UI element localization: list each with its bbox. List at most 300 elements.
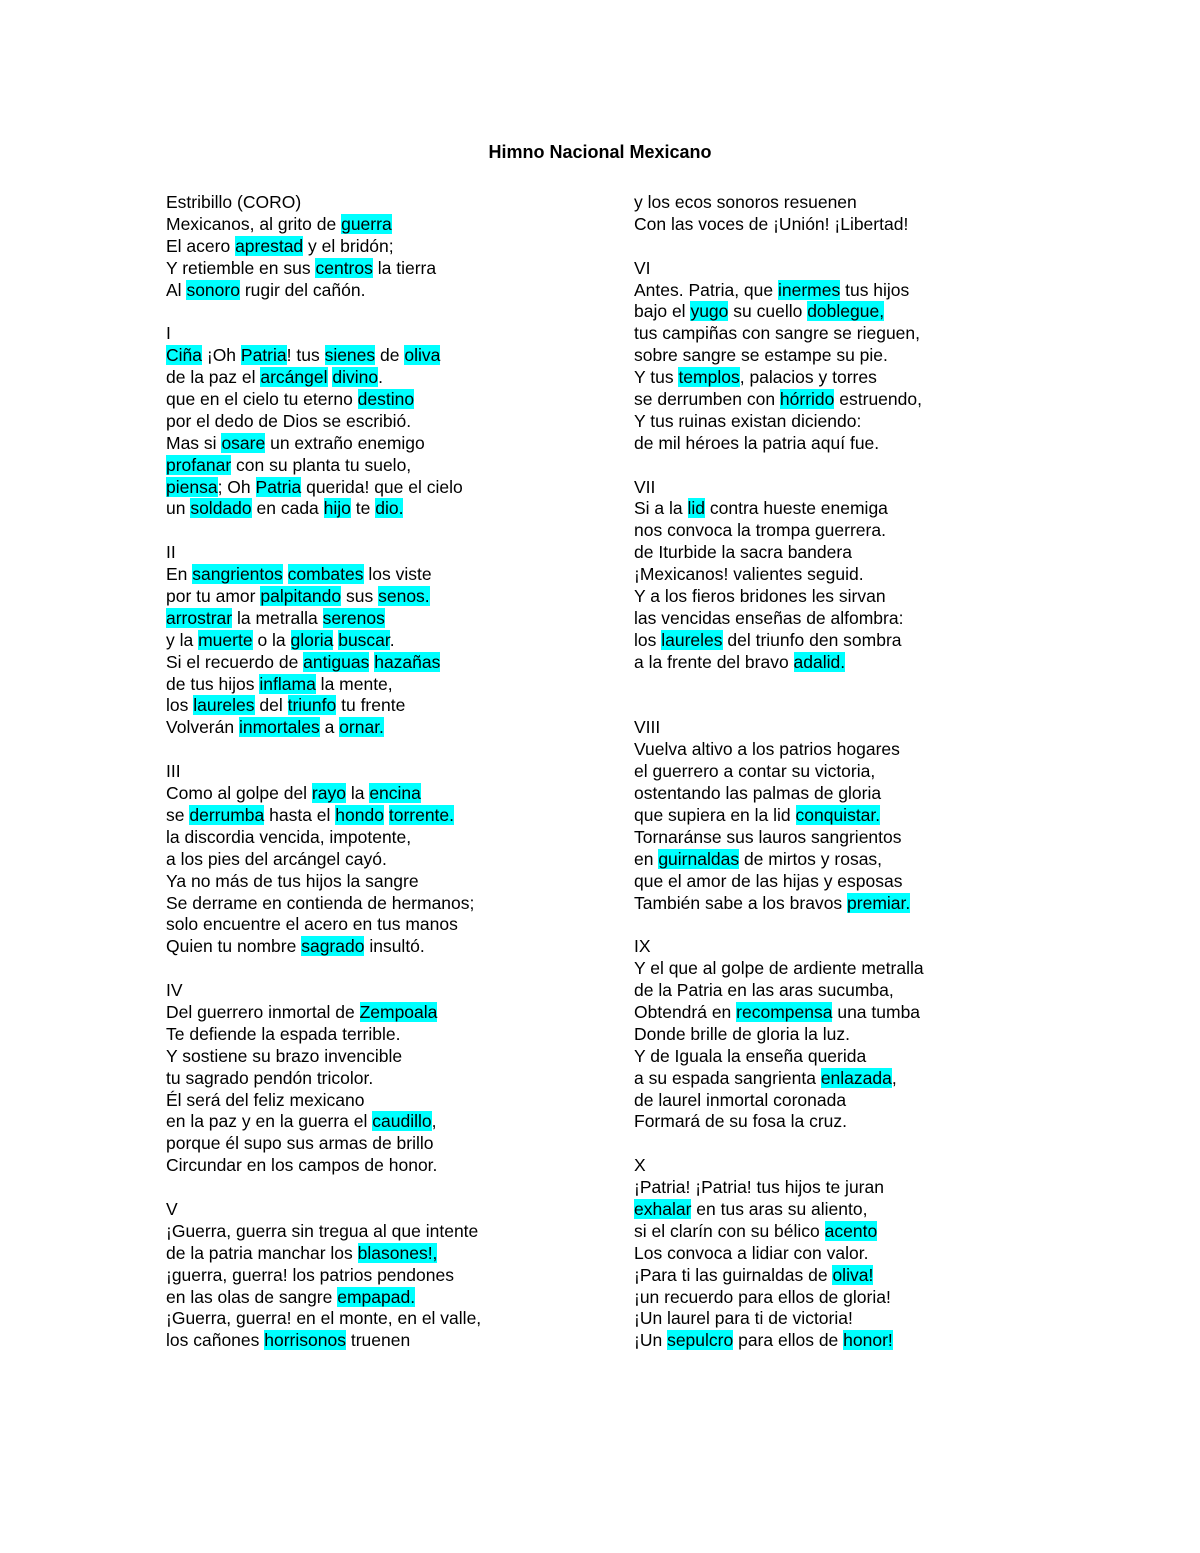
verse-text: que supiera en la lid <box>634 804 796 825</box>
stanza <box>166 323 586 520</box>
stanza-gap <box>166 958 586 980</box>
verse-text: Y retiemble en sus <box>166 257 316 278</box>
verse-text: con su planta tu suelo, <box>231 454 412 475</box>
verse-line <box>166 871 586 893</box>
verse-text: su cuello <box>728 301 808 322</box>
stanza-heading <box>166 323 586 345</box>
highlighted-word: Patria <box>240 345 287 366</box>
stanza-heading <box>166 542 586 564</box>
verse-text: ¡Para ti las guirnaldas de <box>634 1264 833 1285</box>
stanza <box>634 258 1054 455</box>
verse-line <box>634 301 1054 323</box>
verse-text: Donde brille de gloria la luz. <box>634 1023 850 1044</box>
verse-text: sobre sangre se estampe su pie. <box>634 345 888 366</box>
verse-line <box>634 871 1054 893</box>
verse-line <box>166 893 586 915</box>
highlighted-word: dio. <box>375 498 404 519</box>
verse-text: También sabe a los bravos <box>634 892 848 913</box>
highlighted-word: adalid. <box>793 651 846 672</box>
verse-text: y el bridón; <box>303 235 394 256</box>
verse-text: sus <box>341 586 379 607</box>
verse-line <box>166 1221 586 1243</box>
highlighted-word: yugo <box>690 301 729 322</box>
highlighted-word: arrostrar <box>166 607 233 628</box>
verse-line <box>166 1287 586 1309</box>
verse-text: en la paz y en la guerra el <box>166 1111 373 1132</box>
verse-text: ¡Guerra, guerra! en el monte, en el valle, <box>166 1308 482 1329</box>
highlighted-word: gloria <box>290 629 334 650</box>
verse-text: VII <box>634 476 656 497</box>
verse-text: Los convoca a lidiar con valor. <box>634 1242 869 1263</box>
verse-text: a <box>319 717 340 738</box>
highlighted-word: sonoro <box>186 279 240 300</box>
verse-text: tu sagrado pendón tricolor. <box>166 1067 374 1088</box>
highlighted-word: honor! <box>843 1330 893 1351</box>
highlighted-word: divino <box>332 367 379 388</box>
verse-line <box>634 411 1054 433</box>
verse-text: nos convoca la trompa guerrera. <box>634 520 886 541</box>
verse-text: Formará de su fosa la cruz. <box>634 1111 847 1132</box>
verse-line <box>166 914 586 936</box>
verse-text: un <box>166 498 191 519</box>
verse-line <box>166 214 586 236</box>
verse-line <box>166 433 586 455</box>
highlighted-word: triunfo <box>287 695 337 716</box>
highlighted-word: hondo <box>335 804 384 825</box>
stanza-gap <box>166 520 586 542</box>
verse-text: del <box>254 695 288 716</box>
verse-line <box>166 586 586 608</box>
verse-line <box>166 564 586 586</box>
highlighted-word: arcángel <box>260 367 328 388</box>
verse-text: ¡Patria! ¡Patria! tus hijos te juran <box>634 1177 884 1198</box>
highlighted-word: soldado <box>190 498 252 519</box>
verse-text: El acero <box>166 235 236 256</box>
verse-text: Y sostiene su brazo invencible <box>166 1045 403 1066</box>
highlighted-word: osare <box>221 432 266 453</box>
verse-text: En <box>166 564 193 585</box>
highlighted-word: sepulcro <box>667 1330 734 1351</box>
highlighted-word: senos. <box>378 586 430 607</box>
verse-text: Tornaránse sus lauros sangrientos <box>634 826 902 847</box>
verse-line <box>166 455 586 477</box>
stanza <box>166 980 586 1177</box>
verse-text: Obtendrá en <box>634 1001 737 1022</box>
highlighted-word: destino <box>357 389 415 410</box>
verse-line <box>634 433 1054 455</box>
verse-line <box>166 805 586 827</box>
verse-text: Antes. Patria, que <box>634 279 778 300</box>
verse-text: una tumba <box>832 1001 921 1022</box>
highlighted-word: encina <box>369 783 421 804</box>
verse-line <box>634 1068 1054 1090</box>
verse-text: , <box>891 1067 897 1088</box>
verse-text: contra hueste enemiga <box>705 498 888 519</box>
highlighted-word: Ciña <box>166 345 202 366</box>
verse-line <box>634 1199 1054 1221</box>
verse-line <box>166 345 586 367</box>
highlighted-word: sagrado <box>301 936 365 957</box>
highlighted-word: doblegue, <box>807 301 885 322</box>
verse-text: de la paz el <box>166 367 261 388</box>
highlighted-word: palpitando <box>260 586 342 607</box>
highlighted-word: centros <box>315 257 373 278</box>
verse-text: que en el cielo tu eterno <box>166 389 358 410</box>
verse-line <box>166 1330 586 1352</box>
verse-text: los viste <box>363 564 432 585</box>
highlighted-word: buscar <box>338 629 390 650</box>
verse-text: los cañones <box>166 1330 265 1351</box>
verse-line <box>166 236 586 258</box>
highlighted-word: inmortales <box>238 717 320 738</box>
verse-line <box>634 1243 1054 1265</box>
highlighted-word: rayo <box>311 783 346 804</box>
verse-text: truenen <box>345 1330 411 1351</box>
verse-text: la metralla <box>232 607 323 628</box>
highlighted-word: torrente. <box>388 804 455 825</box>
verse-text: . <box>378 367 383 388</box>
stanza-heading <box>166 761 586 783</box>
verse-line <box>166 695 586 717</box>
highlighted-word: enlazada <box>820 1067 892 1088</box>
verse-line <box>634 586 1054 608</box>
highlighted-word: sienes <box>324 345 376 366</box>
highlighted-word: hijo <box>323 498 351 519</box>
verse-text: ¡un recuerdo para ellos de gloria! <box>634 1286 891 1307</box>
stanza-gap <box>634 674 1054 718</box>
verse-text: Quien tu nombre <box>166 936 302 957</box>
verse-text: Con las voces de ¡Unión! ¡Libertad! <box>634 213 909 234</box>
stanza-heading <box>634 936 1054 958</box>
verse-text: solo encuentre el acero en tus manos <box>166 914 458 935</box>
verse-line <box>166 936 586 958</box>
verse-text: de mil héroes la patria aquí fue. <box>634 432 880 453</box>
verse-text: Él será del feliz mexicano <box>166 1089 365 1110</box>
verse-text: ¡Un <box>634 1330 668 1351</box>
verse-text: te <box>350 498 376 519</box>
verse-text: si el clarín con su bélico <box>634 1220 825 1241</box>
verse-text: II <box>166 542 176 563</box>
verse-line <box>634 893 1054 915</box>
stanza <box>166 761 586 958</box>
verse-line <box>634 1221 1054 1243</box>
verse-text: IV <box>166 980 183 1001</box>
verse-line <box>634 608 1054 630</box>
verse-line <box>166 630 586 652</box>
verse-line <box>166 367 586 389</box>
verse-text: Ya no más de tus hijos la sangre <box>166 870 419 891</box>
verse-line <box>634 1177 1054 1199</box>
verse-text: por el dedo de Dios se escribió. <box>166 410 412 431</box>
verse-text: las vencidas enseñas de alfombra: <box>634 607 904 628</box>
verse-text: Y a los fieros bridones les sirvan <box>634 586 886 607</box>
verse-line <box>166 1308 586 1330</box>
verse-text: V <box>166 1198 178 1219</box>
verse-line <box>634 389 1054 411</box>
verse-line <box>166 1243 586 1265</box>
highlighted-word: recompensa <box>736 1001 833 1022</box>
stanza-gap <box>634 455 1054 477</box>
verse-line <box>634 739 1054 761</box>
verse-text: insultó. <box>364 936 425 957</box>
verse-text: Volverán <box>166 717 239 738</box>
highlighted-word: aprestad <box>235 235 304 256</box>
verse-text: Como al golpe del <box>166 783 312 804</box>
highlighted-word: oliva! <box>832 1264 874 1285</box>
verse-line <box>634 498 1054 520</box>
verse-text: . <box>389 629 395 650</box>
verse-text: se derrumben con <box>634 389 780 410</box>
verse-line <box>166 411 586 433</box>
verse-text: VIII <box>634 717 661 738</box>
highlighted-word: conquistar. <box>795 804 881 825</box>
verse-line <box>166 783 586 805</box>
verse-text: los <box>166 695 194 716</box>
verse-text: Te defiende la espada terrible. <box>166 1023 401 1044</box>
verse-line <box>166 1155 586 1177</box>
verse-line <box>634 805 1054 827</box>
highlighted-word: serenos <box>322 607 385 628</box>
verse-line <box>634 1002 1054 1024</box>
verse-line <box>634 367 1054 389</box>
verse-line <box>166 280 586 302</box>
verse-line <box>166 389 586 411</box>
verse-line <box>166 1265 586 1287</box>
verse-text: en cada <box>251 498 324 519</box>
verse-text: por tu amor <box>166 586 261 607</box>
verse-text: ¡Mexicanos! valientes seguid. <box>634 564 864 585</box>
stanza-heading <box>166 1199 586 1221</box>
highlighted-word: horrisonos <box>264 1330 346 1351</box>
verse-line <box>634 761 1054 783</box>
verse-line <box>166 477 586 499</box>
highlighted-word: laureles <box>661 629 723 650</box>
highlighted-word: premiar. <box>847 892 911 913</box>
verse-text: los <box>634 629 662 650</box>
stanza <box>634 477 1054 674</box>
verse-text: que el amor de las hijas y esposas <box>634 870 903 891</box>
verse-line <box>166 1133 586 1155</box>
verse-text: IX <box>634 936 651 957</box>
verse-text: Y el que al golpe de ardiente metralla <box>634 958 924 979</box>
verse-line <box>166 827 586 849</box>
verse-text: Se derrame en contienda de hermanos; <box>166 892 475 913</box>
verse-text: , <box>431 1111 437 1132</box>
stanza-gap <box>634 914 1054 936</box>
highlighted-word: templos <box>678 367 740 388</box>
verse-text: del triunfo den sombra <box>722 629 902 650</box>
verse-text: en tus aras su aliento, <box>691 1198 868 1219</box>
verse-line <box>634 564 1054 586</box>
verse-line <box>166 674 586 696</box>
verse-line <box>634 1287 1054 1309</box>
left-column <box>166 192 586 1352</box>
stanza <box>166 542 586 739</box>
stanza <box>166 192 586 301</box>
verse-text: y la <box>166 629 199 650</box>
verse-text: de mirtos y rosas, <box>739 848 883 869</box>
verse-text: para ellos de <box>733 1330 844 1351</box>
verse-line <box>634 1265 1054 1287</box>
verse-line <box>634 652 1054 674</box>
verse-text: de <box>375 345 405 366</box>
verse-text: Circundar en los campos de honor. <box>166 1155 438 1176</box>
verse-text <box>283 564 288 584</box>
verse-line <box>166 498 586 520</box>
verse-text: querida! que el cielo <box>301 476 463 497</box>
verse-line <box>166 1068 586 1090</box>
verse-text: en las olas de sangre <box>166 1286 338 1307</box>
highlighted-word: inflama <box>259 673 316 694</box>
verse-text: VI <box>634 257 651 278</box>
verse-text: ostentando las palmas de gloria <box>634 783 882 804</box>
stanza-heading <box>166 192 586 214</box>
verse-line <box>634 323 1054 345</box>
stanza <box>634 717 1054 914</box>
verse-line <box>634 1046 1054 1068</box>
verse-line <box>634 1308 1054 1330</box>
stanza <box>634 936 1054 1133</box>
verse-text: ¡guerra, guerra! los patrios pendones <box>166 1264 454 1285</box>
highlighted-word: blasones!, <box>357 1242 438 1263</box>
page-title: Himno Nacional Mexicano <box>488 142 712 162</box>
verse-line <box>634 345 1054 367</box>
verse-text: Vuelva altivo a los patrios hogares <box>634 739 900 760</box>
stanza <box>634 1155 1054 1352</box>
verse-text: bajo el <box>634 301 691 322</box>
verse-line <box>634 1330 1054 1352</box>
verse-text: hasta el <box>264 804 336 825</box>
verse-line <box>634 630 1054 652</box>
stanza-heading <box>166 980 586 1002</box>
verse-line <box>166 1090 586 1112</box>
verse-text: III <box>166 761 181 782</box>
stanza-heading <box>634 258 1054 280</box>
stanza-gap <box>166 301 586 323</box>
verse-line <box>634 280 1054 302</box>
highlighted-word: inermes <box>777 279 841 300</box>
verse-text: de laurel inmortal coronada <box>634 1089 847 1110</box>
verse-line <box>634 1024 1054 1046</box>
verse-text: la <box>345 783 370 804</box>
verse-text: ¡Guerra, guerra sin tregua al que intente <box>166 1220 479 1241</box>
verse-text: ¡Un laurel para ti de victoria! <box>634 1308 853 1329</box>
highlighted-word: ornar. <box>339 717 384 738</box>
verse-line <box>166 608 586 630</box>
verse-text: de la Patria en las aras sucumba, <box>634 980 894 1001</box>
stanza-heading <box>634 477 1054 499</box>
verse-text: ! tus <box>286 345 325 366</box>
verse-line <box>166 717 586 739</box>
verse-text: la tierra <box>372 257 437 278</box>
verse-line <box>634 827 1054 849</box>
highlighted-word: combates <box>287 564 364 585</box>
verse-line <box>634 958 1054 980</box>
verse-text: Mexicanos, al grito de <box>166 213 342 234</box>
verse-line <box>634 1111 1054 1133</box>
highlighted-word: laureles <box>193 695 255 716</box>
verse-line <box>634 980 1054 1002</box>
highlighted-word: exhalar <box>634 1198 692 1219</box>
highlighted-word: oliva <box>404 345 441 366</box>
verse-line <box>166 1002 586 1024</box>
verse-text: la mente, <box>315 673 393 694</box>
verse-line <box>634 214 1054 236</box>
verse-line <box>634 783 1054 805</box>
verse-text: se <box>166 804 190 825</box>
verse-text: un extraño enemigo <box>265 432 425 453</box>
stanza <box>634 192 1054 236</box>
verse-text: de tus hijos <box>166 673 260 694</box>
highlighted-word: Patria <box>255 476 302 497</box>
verse-line <box>634 849 1054 871</box>
verse-line <box>634 1090 1054 1112</box>
verse-text: Mas si <box>166 432 222 453</box>
verse-text: a la frente del bravo <box>634 651 794 672</box>
verse-text: X <box>634 1155 646 1176</box>
highlighted-word: empapad. <box>337 1286 416 1307</box>
stanza <box>166 1199 586 1352</box>
right-column <box>634 192 1054 1352</box>
highlighted-word: antiguas <box>303 651 370 672</box>
verse-text: ; Oh <box>217 476 256 497</box>
verse-text: el guerrero a contar su victoria, <box>634 761 876 782</box>
verse-line <box>634 192 1054 214</box>
verse-line <box>166 652 586 674</box>
verse-text: Y de Iguala la enseña querida <box>634 1045 867 1066</box>
highlighted-word: profanar <box>166 454 232 475</box>
stanza-heading <box>634 1155 1054 1177</box>
highlighted-word: caudillo <box>372 1111 432 1132</box>
verse-text: o la <box>252 629 291 650</box>
verse-text: de Iturbide la sacra bandera <box>634 542 852 563</box>
verse-text: la discordia vencida, impotente, <box>166 826 412 847</box>
verse-line <box>634 520 1054 542</box>
verse-text: y los ecos sonoros resuenen <box>634 192 857 212</box>
verse-text: a los pies del arcángel cayó. <box>166 848 387 869</box>
verse-text: Estribillo (CORO) <box>166 192 302 212</box>
verse-text: , palacios y torres <box>739 367 877 388</box>
verse-text: ¡Oh <box>202 345 241 366</box>
verse-text: Y tus <box>634 367 679 388</box>
verse-line <box>166 1111 586 1133</box>
highlighted-word: derrumba <box>189 804 265 825</box>
verse-line <box>634 542 1054 564</box>
verse-text: porque él supo sus armas de brillo <box>166 1133 434 1154</box>
verse-text: rugir del cañón. <box>239 279 366 300</box>
highlighted-word: lid <box>687 498 706 519</box>
stanza-gap <box>634 236 1054 258</box>
highlighted-word: acento <box>824 1220 878 1241</box>
highlighted-word: hórrido <box>779 389 835 410</box>
stanza-gap <box>634 1133 1054 1155</box>
highlighted-word: piensa <box>166 476 218 497</box>
highlighted-word: Zempoala <box>359 1001 438 1022</box>
verse-text: Y tus ruinas existan diciendo: <box>634 410 862 431</box>
verse-text: tus campiñas con sangre se rieguen, <box>634 323 920 344</box>
verse-text: tu frente <box>336 695 406 716</box>
stanza-gap <box>166 1177 586 1199</box>
verse-line <box>166 1046 586 1068</box>
stanza-heading <box>634 717 1054 739</box>
verse-text: Si a la <box>634 498 688 519</box>
verse-line <box>166 1024 586 1046</box>
verse-text: tus hijos <box>840 279 910 300</box>
highlighted-word: guirnaldas <box>658 848 740 869</box>
verse-text: en <box>634 848 659 869</box>
highlighted-word: sangrientos <box>192 564 283 585</box>
stanza-gap <box>166 739 586 761</box>
